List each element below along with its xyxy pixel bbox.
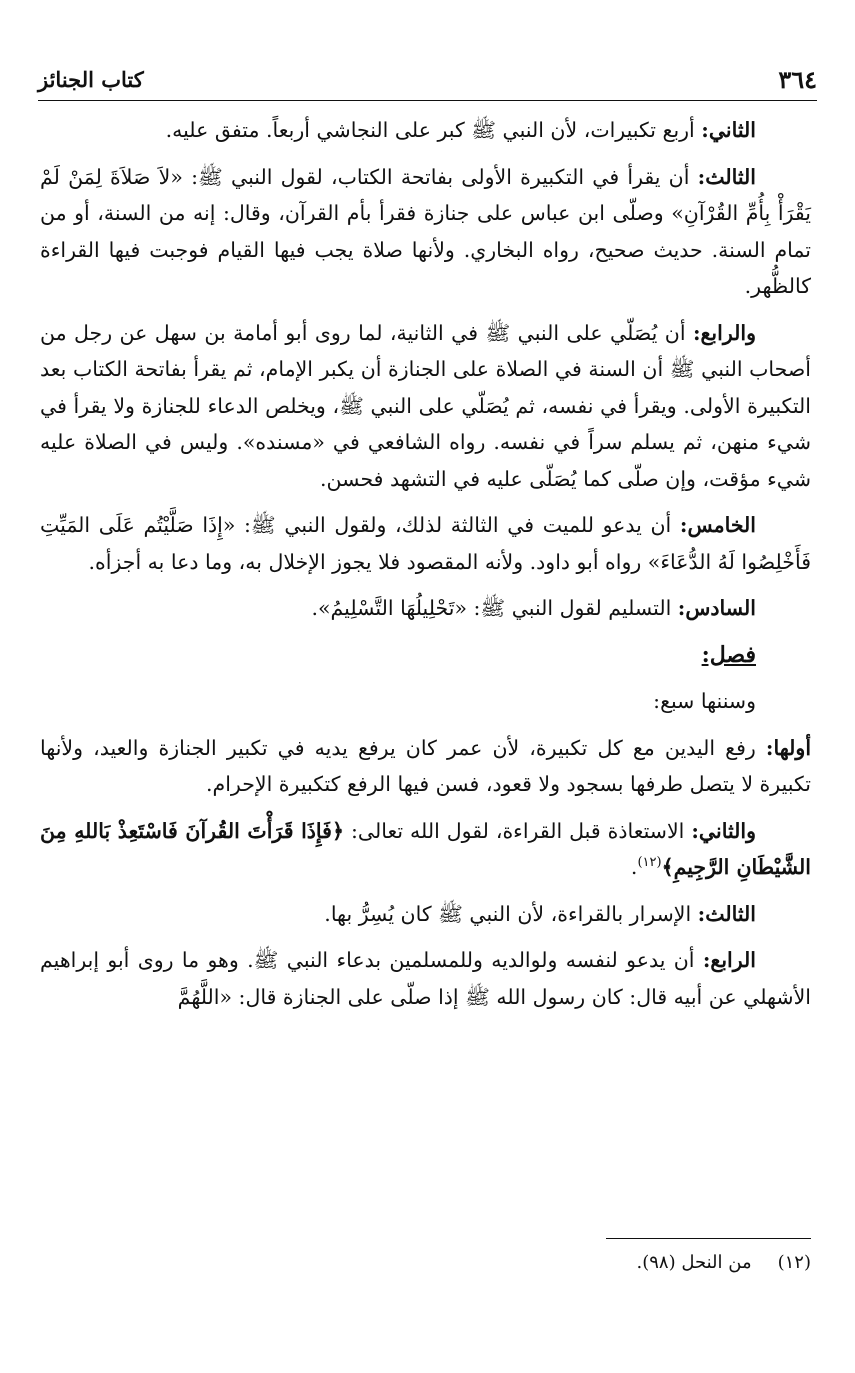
paragraph-fourth bbox=[40, 315, 811, 498]
paragraph-lead: الرابع: bbox=[702, 948, 756, 972]
page-header bbox=[38, 50, 817, 101]
paragraph-second bbox=[40, 112, 811, 149]
paragraph-text: أن يقرأ في التكبيرة الأولى بفاتحة الكتاب، لقول النبي ﷺ: «لاَ صَلاَةَ لِمَنْ لَمْ يَقْرَأْ بِأُمِّ القُرْآنِ» وصلّى ابن عباس على جنازة فقرأ بأم القرآن، وقال: إنه من السنة، أو من تمام السنة. حديث صحيح، رواه البخاري. ولأنها صلاة يجب فيها القيام فوجبت فيها القراءة كالظُّهر. bbox=[40, 164, 811, 298]
paragraph-text: الاستعاذة قبل القراءة، لقول الله تعالى: bbox=[344, 818, 692, 843]
paragraph-sunna-first bbox=[40, 730, 811, 803]
section-intro: وسننها سبع: bbox=[653, 689, 756, 713]
paragraph-text: الإسرار بالقراءة، لأن النبي ﷺ كان يُسِرُّ بها. bbox=[324, 901, 698, 926]
footnote-divider bbox=[606, 1238, 811, 1239]
footnote-text: من النحل (٩٨). bbox=[636, 1252, 752, 1273]
paragraph-fifth bbox=[40, 507, 811, 580]
footnote-number: (١٢) bbox=[777, 1252, 811, 1273]
section-heading: فصل: bbox=[701, 641, 756, 668]
quran-verse: ﴿فَإِذَا قَرَأْتَ القُرآنَ فَاسْتَعِذْ بَاللهِ مِنَ الشَّيْطَانِ الرَّجِيمِ﴾ bbox=[40, 818, 811, 879]
paragraph-lead: الخامس: bbox=[679, 513, 756, 537]
paragraph-lead: الثالث: bbox=[697, 901, 756, 926]
paragraph-lead: والرابع: bbox=[692, 320, 756, 345]
paragraph-lead: السادس: bbox=[677, 596, 756, 620]
paragraph-sunna-second bbox=[40, 813, 811, 886]
book-title: كتاب الجنائز bbox=[38, 67, 144, 92]
paragraph-text: أن يُصَلّي على النبي ﷺ في الثانية، لما روى أبو أمامة بن سهل عن رجل من أصحاب النبي ﷺ أن السنة في الصلاة على الجنازة أن يكبر الإمام، ثم يقرأ بفاتحة الكتاب بعد التكبيرة الأولى. ويقرأ في نفسه، ثم يُصَلّي على النبي ﷺ، ويخلص الدعاء للجنازة ولا يقرأ في شيء منهن، ثم يسلم سراً في نفسه. رواه الشافعي في «مسنده». وليس في الصلاة عليه شيء مؤقت، وإن صلّى كما يُصَلّى عليه في التشهد فحسن. bbox=[40, 320, 811, 491]
paragraph-lead: والثاني: bbox=[691, 818, 756, 843]
page-number: ٣٦٤ bbox=[778, 65, 817, 94]
paragraph-lead: الثالث: bbox=[697, 164, 756, 189]
paragraph-text: أربع تكبيرات، لأن النبي ﷺ كبر على النجاشي أربعاً. متفق عليه. bbox=[165, 118, 702, 142]
paragraph-text: أن يدعو للميت في الثالثة لذلك، ولقول النبي ﷺ: «إِذَا صَلَّيْتُم عَلَى المَيِّتِ فَأَخْلِصُوا لَهُ الدُّعَاءَ» رواه أبو داود. ولأنه المقصود فلا يجوز الإخلال به، وما دعا به أجزأه. bbox=[40, 513, 811, 574]
paragraph-sixth bbox=[40, 590, 811, 627]
paragraph-lead: الثاني: bbox=[701, 118, 756, 142]
footnote-reference[interactable]: (١٢) bbox=[637, 855, 662, 871]
paragraph-sunna-fourth bbox=[40, 942, 811, 1015]
paragraph-text: التسليم لقول النبي ﷺ: «تَحْلِيلُهَا التَّسْلِيمُ». bbox=[311, 596, 678, 620]
paragraph-end: . bbox=[630, 855, 638, 879]
paragraph-lead: أولها: bbox=[765, 735, 812, 760]
paragraph-text: أن يدعو لنفسه ولوالديه وللمسلمين بدعاء النبي ﷺ. وهو ما روى أبو إبراهيم الأشهلي عن أبيه قال: كان رسول الله ﷺ إذا صلّى على الجنازة قال: «اللَّهُمَّ bbox=[40, 948, 811, 1009]
paragraph-sunna-third bbox=[40, 896, 811, 933]
footnote bbox=[637, 1248, 811, 1278]
paragraph-third bbox=[40, 159, 811, 305]
page-body bbox=[40, 112, 811, 1025]
paragraph-text: رفع اليدين مع كل تكبيرة، لأن عمر كان يرفع يديه في تكبير الجنازة والعيد، ولأنها تكبيرة لا يتصل طرفها بسجود ولا قعود، فسن فيها الرفع كتكبيرة الإحرام. bbox=[40, 735, 811, 796]
